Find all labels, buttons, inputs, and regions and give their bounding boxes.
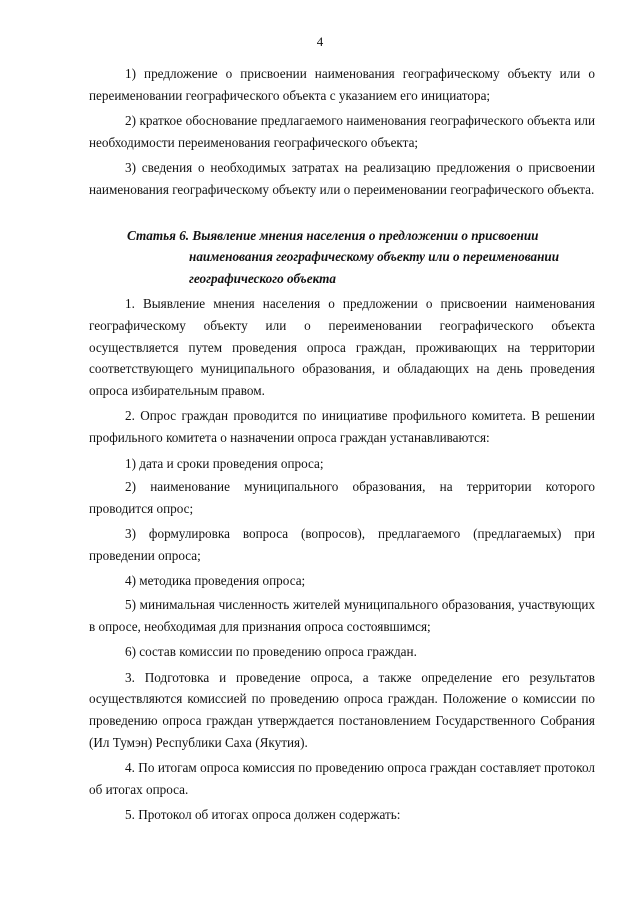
page-number: 4: [316, 34, 324, 49]
list-item: 4) методика проведения опроса;: [125, 573, 306, 589]
list-item: 3) формулировка вопроса (вопросов), предлагаемого (предлагаемых) при проведении опроса;: [89, 526, 595, 563]
list-item: 5) минимальная численность жителей муниципального образования, участвующих в опросе, необходимая для признания опроса состоявшимся;: [89, 597, 595, 634]
list-item: 1) дата и сроки проведения опроса;: [125, 455, 324, 471]
paragraph: 1) предложение о присвоении наименования географическому объекту или о переименовании географического объекта с указанием его инициатора;: [89, 66, 595, 103]
paragraph: 4. По итогам опроса комиссия по проведению опроса граждан составляет протокол об итогах опроса.: [89, 760, 595, 797]
paragraph: 2. Опрос граждан проводится по инициативе профильного комитета. В решении профильного комитета о назначении опроса граждан устанавливаются:: [89, 408, 595, 445]
paragraph: 5. Протокол об итогах опроса должен содержать:: [125, 807, 401, 823]
list-item: 2) наименование муниципального образования, на территории которого проводится опрос;: [89, 479, 595, 516]
article-heading: Статья 6. Выявление мнения населения о предложении о присвоении наименования географическому объекту или о переименовании географического объекта: [127, 227, 560, 286]
paragraph: 2) краткое обоснование предлагаемого наименования географического объекта или необходимости переименования географического объекта;: [89, 113, 595, 150]
paragraph: 3) сведения о необходимых затратах на реализацию предложения о присвоении наименования географическому объекту или о переименовании географического объекта.: [89, 160, 595, 197]
list-item: 6) состав комиссии по проведению опроса граждан.: [125, 644, 417, 660]
paragraph: 1. Выявление мнения населения о предложении о присвоении наименования географическому объекту или о переименовании географического объекта осуществляется путем проведения опроса граждан, проживающих на территории соответствующего муниципального образования, и обладающих на день проведения опроса избирательным правом.: [89, 296, 595, 398]
paragraph: 3. Подготовка и проведение опроса, а также определение его результатов осуществляются комиссией по проведению опроса граждан. Положение о комиссии по проведению опроса граждан утверждается постановлением Государственного Собрания (Ил Тумэн) Республики Саха (Якутия).: [89, 669, 595, 750]
document-body: [89, 63, 595, 830]
